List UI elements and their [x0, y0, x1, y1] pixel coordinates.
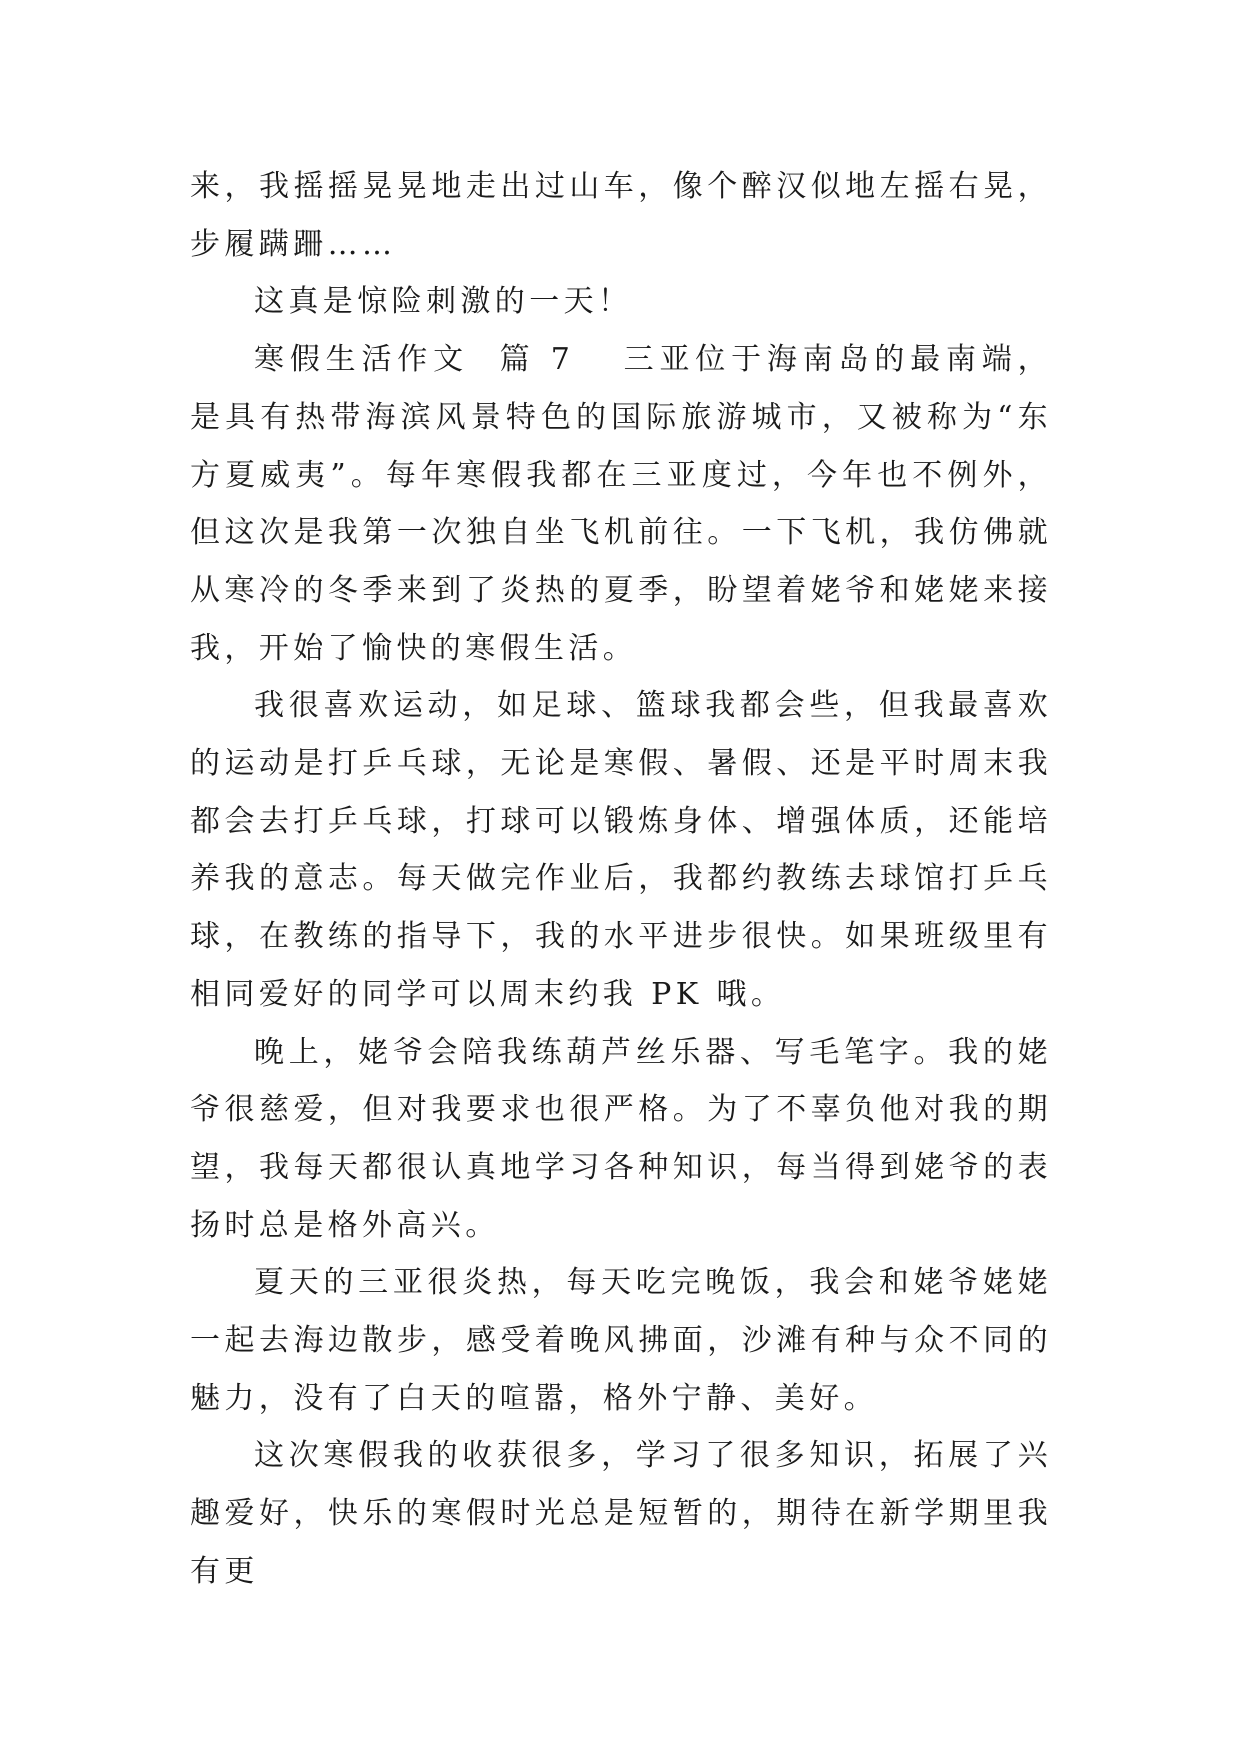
paragraph-sports: 我很喜欢运动，如足球、篮球我都会些，但我最喜欢的运动是打乒乓球，无论是寒假、暑假、还是平时周末我都会去打乒乓球，打球可以锻炼身体、增强体质，还能培养我的意志。每天做完作业后，我都约教练去球馆打乒乓球，在教练的指导下，我的水平进步很快。如果班级里有相同爱好的同学可以周末约我 PK 哦。 — [190, 688, 1052, 1012]
section-heading: 寒假生活作文 — [254, 342, 469, 378]
section-text: 三亚位于海南岛的最南端，是具有热带海滨风景特色的国际旅游城市，又被称为“东方夏威夷”。每年寒假我都在三亚度过，今年也不例外，但这次是我第一次独自坐飞机前往。一下飞机，我仿佛就从寒冷的冬季来到了炎热的夏季，盼望着姥爷和姥姥来接我，开始了愉快的寒假生活。 — [190, 342, 1053, 666]
paragraph-beach: 夏天的三亚很炎热，每天吃完晚饭，我会和姥爷姥姥一起去海边散步，感受着晚风拂面，沙滩有种与众不同的魅力，没有了白天的喧嚣，格外宁静、美好。 — [190, 1265, 1052, 1416]
section-paragraph — [190, 331, 1052, 677]
paragraph-summary: 这次寒假我的收获很多，学习了很多知识，拓展了兴趣爱好，快乐的寒假时光总是短暂的，期待在新学期里我有更 — [190, 1438, 1052, 1589]
article-body — [190, 158, 1052, 1601]
paragraph-exclamation: 这真是惊险刺激的一天！ — [254, 284, 633, 320]
section-number: 篇 7 — [499, 342, 575, 378]
paragraph-continuation: 来，我摇摇晃晃地走出过山车，像个醉汉似地左摇右晃，步履蹒跚…… — [190, 169, 1052, 262]
paragraph-evening: 晚上，姥爷会陪我练葫芦丝乐器、写毛笔字。我的姥爷很慈爱，但对我要求也很严格。为了不辜负他对我的期望，我每天都很认真地学习各种知识，每当得到姥爷的表扬时总是格外高兴。 — [190, 1034, 1052, 1243]
